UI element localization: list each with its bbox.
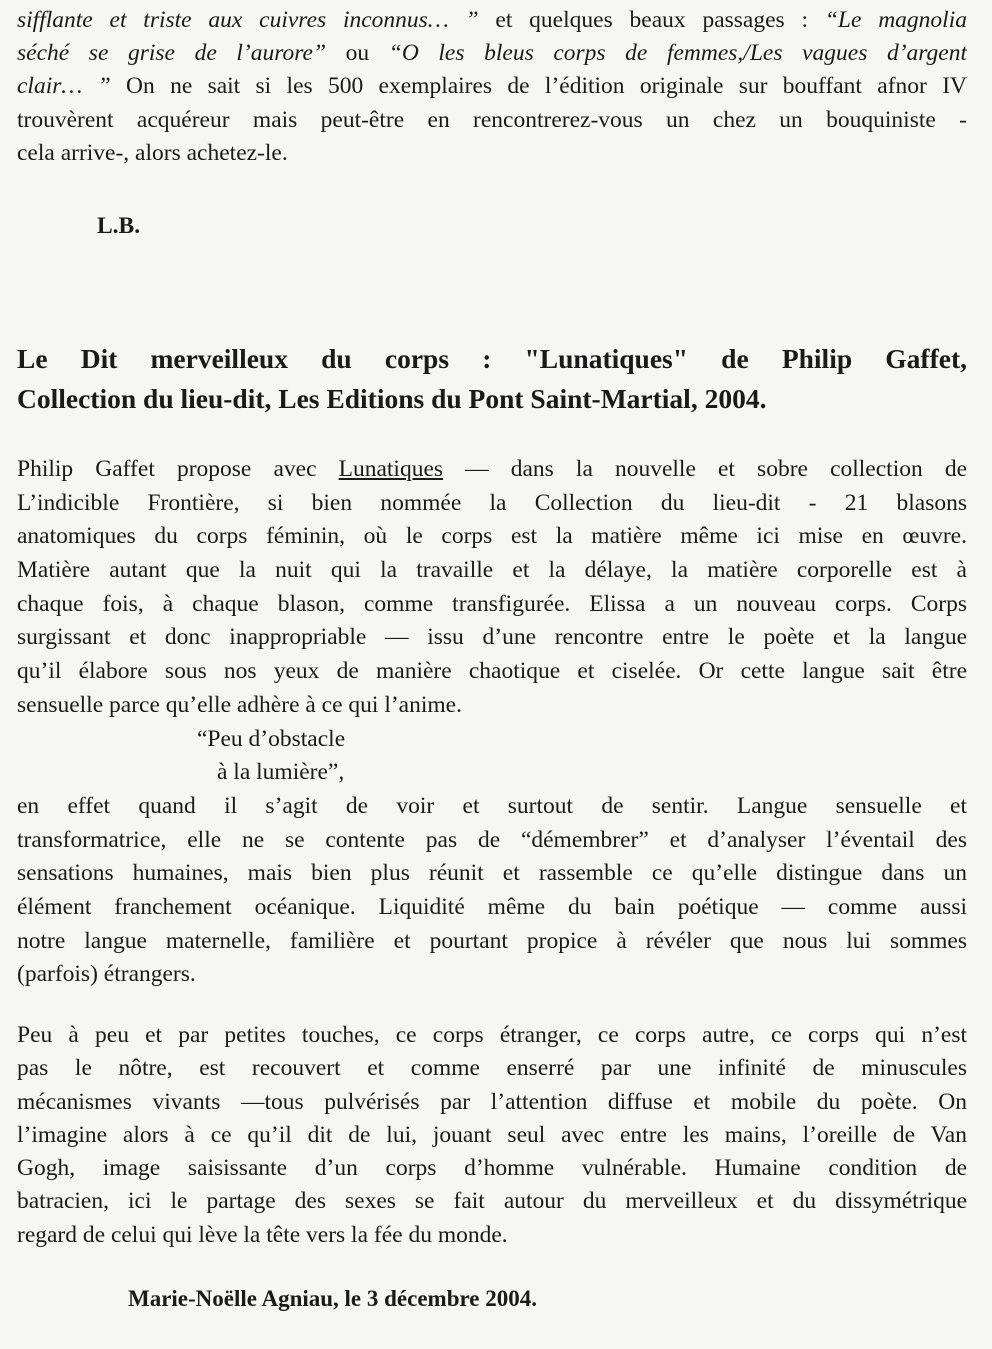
quote-line-1: “Peu d’obstacle (197, 725, 346, 752)
para2-line-3: sensations humaines, mais bien plus réunit et rassemble ce qu’elle distingue dans un (17, 860, 967, 887)
para1-line1-post: — dans la nouvelle et sobre collection de (443, 456, 967, 482)
para3-line-3: mécanismes vivants —tous pulvérisés par l’attention diffuse et mobile du poète. On (17, 1088, 967, 1115)
review-body-part-2 (17, 1019, 967, 1252)
prev-line-3 (17, 70, 967, 103)
para1-line-1 (17, 453, 967, 487)
para1-line-4: Matière autant que la nuit qui la travaille et la délaye, la matière corporelle est à (17, 557, 967, 584)
para3-line-4: l’imagine alors à ce qu’il dit de lui, jouant seul avec entre les mains, l’oreille de Van (17, 1121, 967, 1148)
para1-line-2: L’indicible Frontière, si bien nommée la Collection du lieu-dit - 21 blasons (17, 489, 967, 516)
prev-line-3-a: clair… ” (17, 73, 111, 100)
prev-review-signature: L.B. (97, 213, 141, 239)
para3-line-7: regard de celui qui lève la tête vers la fée du monde. (17, 1221, 508, 1248)
para1-line-3: anatomiques du corps féminin, où le corps est la matière même ici mise en œuvre. (17, 523, 967, 550)
prev-line-2-c: “O les bleus corps de femmes,/Les vagues d’argent (388, 40, 967, 67)
prev-line-4-a: trouvèrent acquéreur mais peut-être en rencontrerez-vous un chez un bouquiniste - (17, 106, 967, 133)
prev-line-1-b: et quelques beaux passages : (478, 7, 825, 33)
prev-line-1 (17, 4, 967, 37)
review-heading (17, 339, 967, 419)
para2-line-6: (parfois) étrangers. (17, 961, 196, 988)
book-title-underlined: Lunatiques (338, 456, 444, 482)
para3-line-6: batracien, ici le partage des sexes se fait autour du merveilleux et du dissymétrique (17, 1188, 967, 1215)
para2-line-2: transformatrice, elle ne se contente pas de “démembrer” et d’analyser l’éventail des (17, 826, 967, 853)
review-body-part-1 (17, 453, 967, 992)
prev-line-1-a: sifflante et triste aux cuivres inconnus… ” (17, 7, 479, 33)
prev-line-5 (17, 137, 967, 170)
heading-line-2: Collection du lieu-dit, Les Editions du Pont Saint-Martial, 2004. (17, 383, 767, 414)
para1-line-6: surgissant et donc inappropriable — issu d’une rencontre entre le poète et la langue (17, 624, 967, 651)
prev-line-2-b: ou (326, 40, 389, 67)
review-signature: Marie-Noëlle Agniau, le 3 décembre 2004. (128, 1286, 538, 1311)
heading-line-1: Le Dit merveilleux du corps : "Lunatiques" de Philip Gaffet, (17, 343, 967, 374)
para2-line-5: notre langue maternelle, familière et pourtant propice à révéler que nous lui sommes (17, 927, 967, 954)
para2-line-4: élément franchement océanique. Liquidité même du bain poétique — comme aussi (17, 893, 967, 920)
prev-line-4 (17, 104, 967, 137)
para3-line-2: pas le nôtre, est recouvert et comme enserré par une infinité de minuscules (17, 1055, 967, 1082)
prev-line-1-c: “Le magnolia (824, 7, 967, 33)
prev-line-2 (17, 37, 967, 70)
para1-line-7: qu’il élabore sous nos yeux de manière chaotique et ciselée. Or cette langue sait être (17, 658, 967, 685)
previous-review (17, 4, 967, 170)
para2-line-1: en effet quand il s’agit de voir et surtout de sentir. Langue sensuelle et (17, 792, 967, 819)
prev-line-5-a: cela arrive-, alors achetez-le. (17, 139, 288, 166)
para1-line-8: sensuelle parce qu’elle adhère à ce qui l’anime. (17, 691, 462, 718)
prev-line-2-a: séché se grise de l’aurore” (17, 40, 327, 67)
para1-line-5: chaque fois, à chaque blason, comme transfigurée. Elissa a un nouveau corps. Corps (17, 590, 967, 617)
prev-line-3-b: On ne sait si les 500 exemplaires de l’édition originale sur bouffant afnor IV (110, 73, 967, 100)
para1-line1-pre: Philip Gaffet propose avec (17, 456, 339, 482)
quote-line-2: à la lumière”, (217, 759, 345, 786)
para3-line-5: Gogh, image saisissante d’un corps d’homme vulnérable. Humaine condition de (17, 1155, 967, 1182)
para3-line-1: Peu à peu et par petites touches, ce corps étranger, ce corps autre, ce corps qui n’est (17, 1022, 967, 1048)
